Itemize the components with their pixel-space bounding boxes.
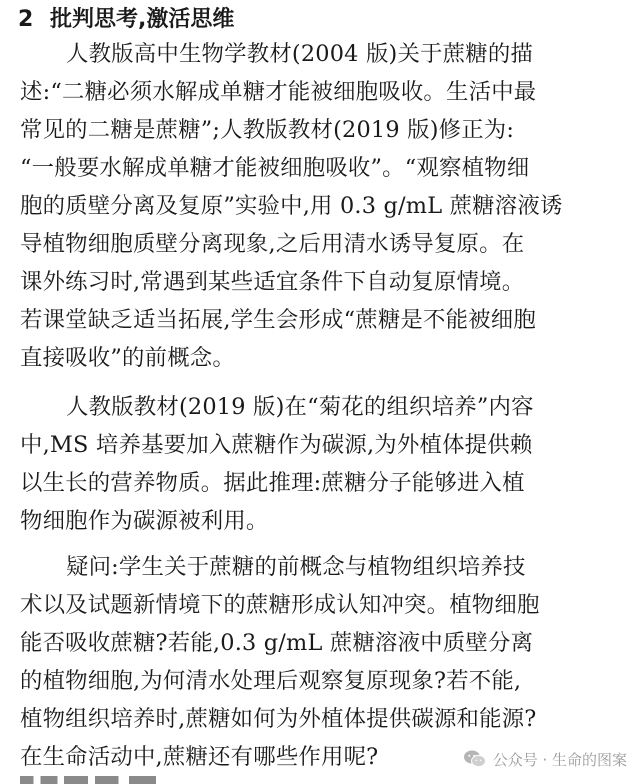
paragraph-2-line-4: 物细胞作为碳源被利用。: [20, 508, 269, 534]
paragraph-1-line-2: 述:“二糖必须水解成单糖才能被细胞吸收。生活中最: [20, 79, 537, 105]
paragraph-3-line-2: 术以及试题新情境下的蔗糖形成认知冲突。植物细胞: [20, 592, 540, 618]
paragraph-2-line-1: 人教版教材(2019 版)在“菊花的组织培养”内容: [66, 394, 534, 420]
paragraph-3-line-3: 能否吸收蔗糖?若能,0.3 g/mL 蔗糖溶液中质壁分离: [20, 630, 534, 656]
paragraph-1-line-3: 常见的二糖是蔗糖”;人教版教材(2019 版)修正为:: [20, 117, 515, 143]
cropped-next-line: [20, 770, 190, 784]
paragraph-3-line-6: 在生命活动中,蔗糖还有哪些作用呢?: [20, 744, 379, 770]
paragraph-2-line-2: 中,MS 培养基要加入蔗糖作为碳源,为外植体提供赖: [20, 432, 533, 458]
watermark: [463, 742, 627, 776]
section-number: 2: [18, 7, 34, 32]
paragraph-1-line-6: 导植物细胞质壁分离现象,之后用清水诱导复原。在: [20, 231, 525, 257]
watermark-text: 公众号 · 生命的图案: [492, 750, 627, 769]
paragraph-1-line-7: 课外练习时,常遇到某些适宜条件下自动复原情境。: [20, 269, 525, 295]
wechat-icon: [463, 749, 487, 769]
paragraph-3-line-4: 的植物细胞,为何清水处理后观察复原现象?若不能,: [20, 668, 522, 694]
section-title: 批判思考,激活思维: [50, 7, 235, 32]
section-heading: [18, 4, 234, 36]
paragraph-1-line-1: 人教版高中生物学教材(2004 版)关于蔗糖的描: [66, 41, 534, 67]
paragraph-1-line-9: 直接吸收”的前概念。: [20, 345, 235, 371]
paragraph-3-line-5: 植物组织培养时,蔗糖如何为外植体提供碳源和能源?: [20, 706, 537, 732]
paragraph-3-line-1: 疑问:学生关于蔗糖的前概念与植物组织培养技: [66, 554, 526, 580]
paragraph-2-line-3: 以生长的营养物质。据此推理:蔗糖分子能够进入植: [20, 470, 525, 496]
paragraph-1-line-5: 胞的质壁分离及复原”实验中,用 0.3 g/mL 蔗糖溶液诱: [20, 193, 563, 219]
paragraph-1-line-8: 若课堂缺乏适当拓展,学生会形成“蔗糖是不能被细胞: [20, 307, 536, 333]
paragraph-1-line-4: “一般要水解成单糖才能被细胞吸收”。“观察植物细: [20, 155, 530, 181]
